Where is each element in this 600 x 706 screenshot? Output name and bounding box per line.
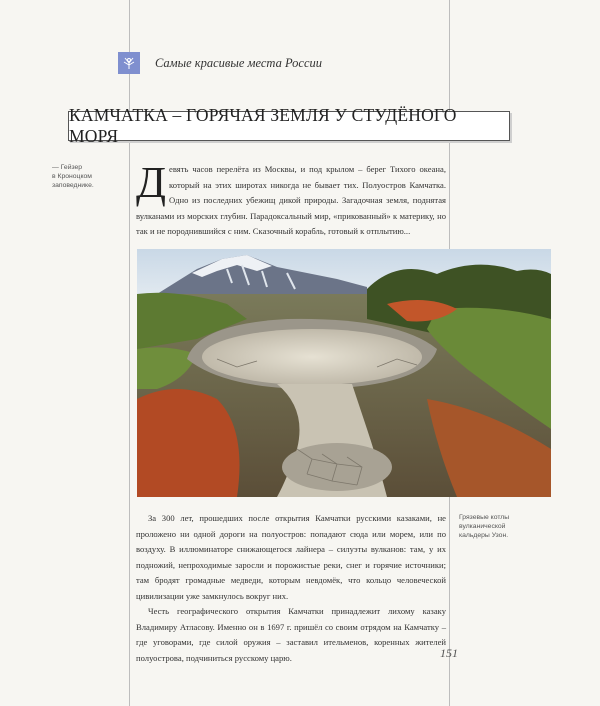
caption-line: Грязевые котлы — [459, 514, 510, 521]
drop-cap: Д — [136, 158, 167, 207]
caption-line: в Кроноцком — [52, 173, 92, 181]
chapter-title: КАМЧАТКА – ГОРЯЧАЯ ЗЕМЛЯ У СТУДЁНОГО МОРЯ — [69, 105, 457, 146]
section-title: Самые красивые места России — [155, 56, 322, 70]
page-number: 151 — [440, 646, 458, 660]
uzon-caldera-photo — [137, 249, 551, 497]
mud-pots-caption — [459, 513, 509, 541]
caption-line: кальдеры Узон. — [459, 532, 509, 540]
caption-line: вулканической — [459, 523, 506, 531]
body-text — [136, 511, 446, 666]
geyser-caption — [52, 163, 94, 191]
intro-text: евять часов перелёта из Москвы, и под крылом – берег Тихого океана, который на этих широтах никогда не бывает тих. Полуостров Камчатка. Одно из последних убежищ дикой природы. Загадочная земля, поднятая вулканами из морских глубин. Парадоксальный мир, «прикованный» к материку, но так и не породнившийся с ним. Сказочный корабль, готовый к отплытию... — [136, 164, 446, 236]
body-paragraph: За 300 лет, прошедших после открытия Камчатки русскими казаками, не проложено ни одной дороги на полуостров: попадают сюда или морем, или по воздуху. В иллюминаторе снижающегося лайнера – силуэты вулканов: там, у их подножий, непроходимые заросли и порожистые реки, снег и горячие источники; там бродят громадные медведи, которым невдомёк, что кольцо человеческой цивилизации уже замкнулось вокруг них. — [136, 513, 446, 601]
chapter-title-box — [68, 105, 510, 146]
mud-pool — [202, 329, 422, 385]
intro-paragraph — [136, 158, 446, 240]
caption-line: — Гейзер — [52, 164, 83, 171]
caption-line: заповеднике. — [52, 182, 94, 190]
body-paragraph: Честь географического открытия Камчатки принадлежит лихому казаку Владимиру Атласову. Именно он в 1697 г. пришёл со своим отрядом на Камчатку – где уговорами, где силой оружия – заставил ительменов, коренных жителей полуострова, подчиниться русскому царю. — [136, 606, 446, 663]
decorative-emblem-icon — [118, 52, 140, 74]
